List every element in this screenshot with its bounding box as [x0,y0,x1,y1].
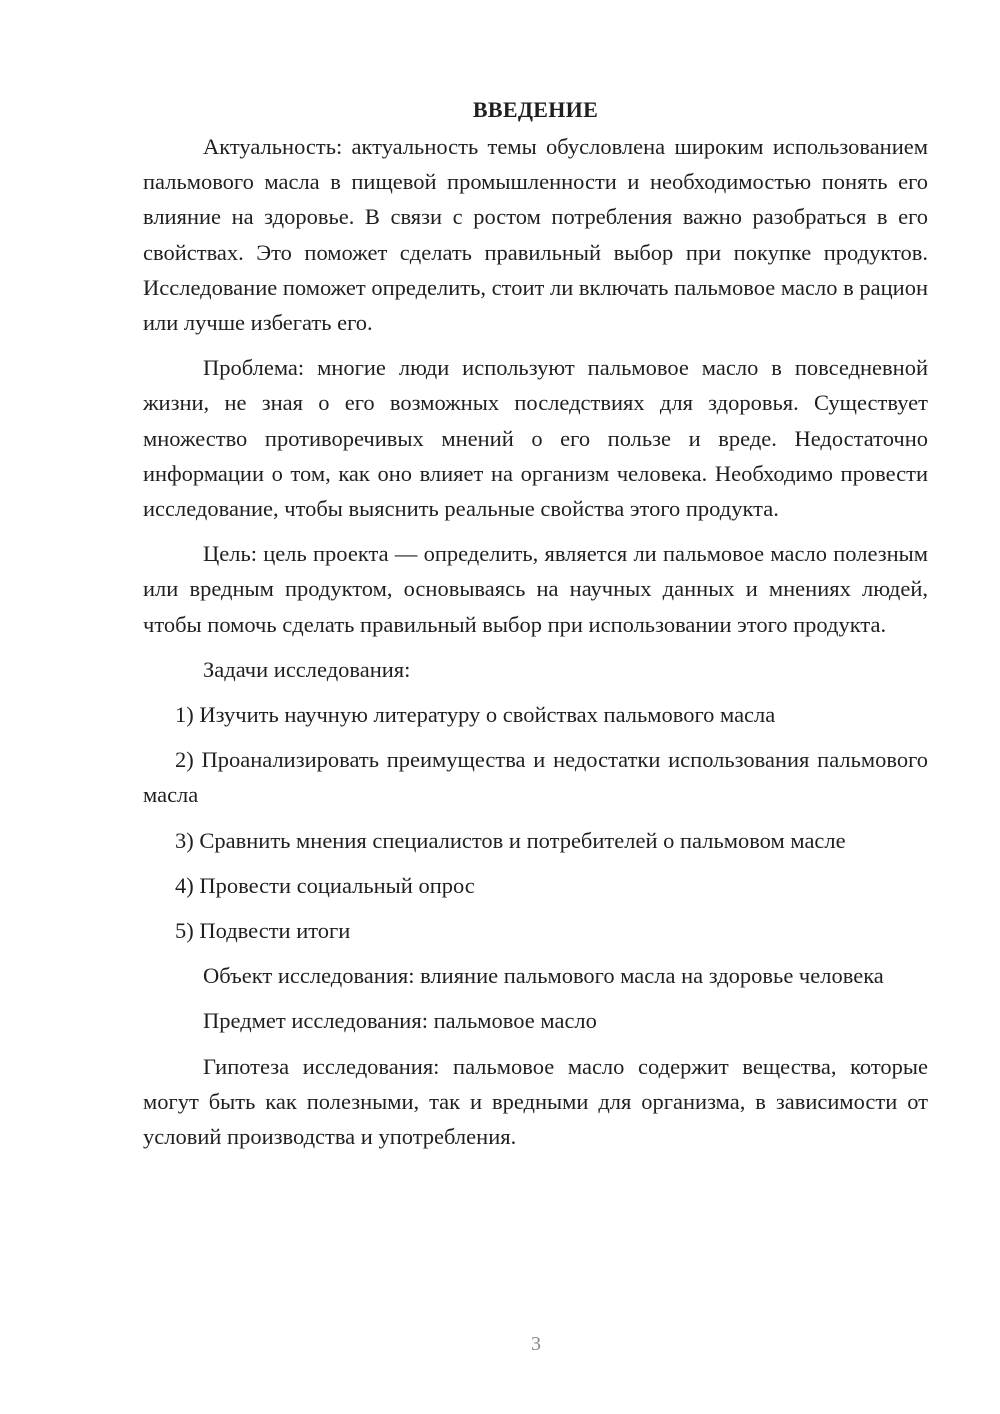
paragraph-object: Объект исследования: влияние пальмового масла на здоровье человека [203,963,884,989]
paragraph-relevance: Актуальность: актуальность темы обусловлена широким использованием пальмового масла в пищевой промышленности и необходимостью понять его влияние на здоровье. В связи с ростом потребления важно разобраться в его свойствах. Это поможет сделать правильный выбор при покупке продуктов. Исследование поможет определить, стоит ли включать пальмовое масло в рацион или лучше избегать его. [143,134,928,336]
paragraph-subject: Предмет исследования: пальмовое масло [203,1008,597,1034]
task-item-2: 2) Проанализировать преимущества и недостатки использования пальмового масла [143,747,928,808]
task-item-5: 5) Подвести итоги [175,918,351,944]
tasks-heading: Задачи исследования: [203,656,411,682]
paragraph-goal: Цель: цель проекта — определить, является ли пальмовое масло полезным или вредным продуктом, основываясь на научных данных и мнениях людей, чтобы помочь сделать правильный выбор при использовании этого продукта. [143,541,928,637]
document-page [143,95,928,1164]
task-item-4: 4) Провести социальный опрос [175,872,475,898]
page-number: 3 [531,1333,541,1355]
task-item-1: 1) Изучить научную литературу о свойствах пальмового масла [175,702,776,728]
paragraph-hypothesis: Гипотеза исследования: пальмовое масло содержит вещества, которые могут быть как полезными, так и вредными для организма, в зависимости от условий производства и употребления. [143,1053,928,1150]
task-item-3: 3) Сравнить мнения специалистов и потребителей о пальмовом масле [175,827,846,853]
paragraph-problem: Проблема: многие люди используют пальмовое масло в повседневной жизни, не зная о его возможных последствиях для здоровья. Существует множество противоречивых мнений о его пользе и вреде. Недостаточно информации о том, как оно влияет на организм человека. Необходимо провести исследование, чтобы выяснить реальные свойства этого продукта. [143,355,928,522]
section-title: ВВЕДЕНИЕ [472,97,599,122]
